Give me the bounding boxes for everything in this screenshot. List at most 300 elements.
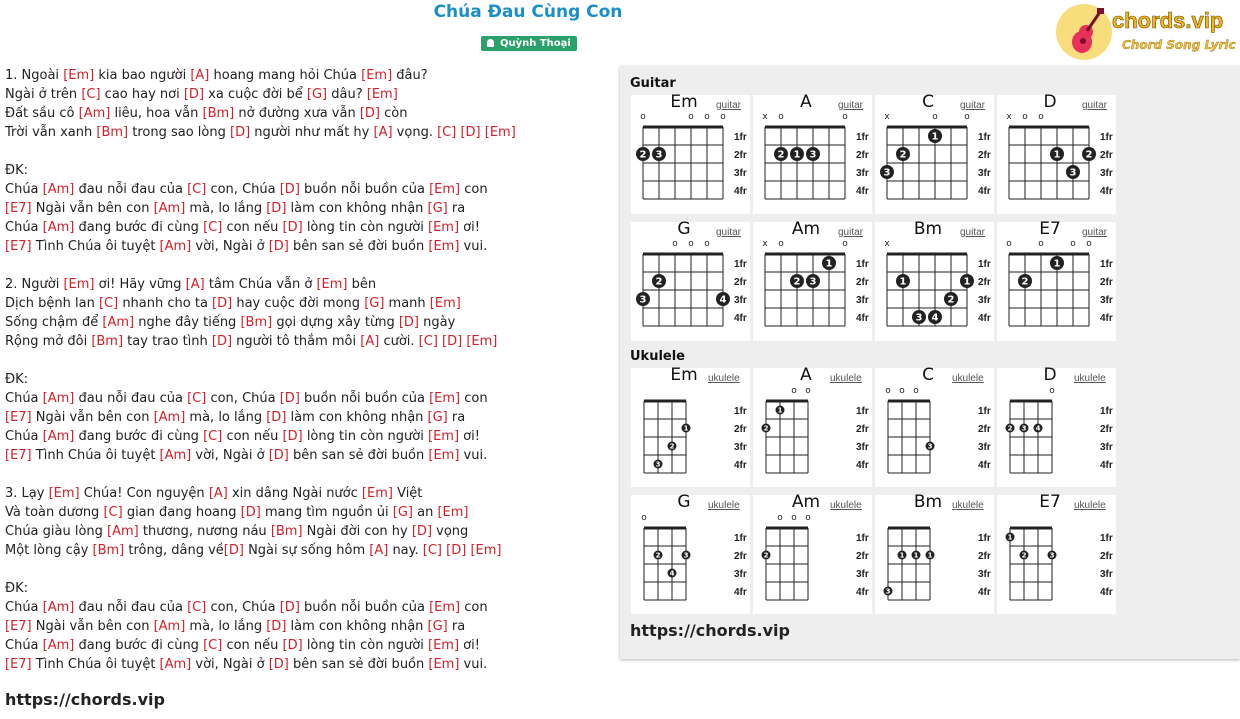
- chord-tag[interactable]: [D]: [230, 125, 251, 140]
- open-marker: o: [885, 386, 891, 396]
- chord-tag[interactable]: [Em]: [429, 182, 461, 197]
- lyric-text: đâu?: [392, 68, 428, 83]
- finger-number: 3: [655, 460, 661, 469]
- chord-tag[interactable]: [D]: [446, 543, 467, 558]
- lyric-text: đau nỗi đau của: [74, 600, 188, 615]
- finger-number: 1: [1007, 533, 1013, 542]
- chord-tag[interactable]: [D]: [359, 106, 380, 121]
- ukulele-link[interactable]: ukulele: [708, 373, 740, 384]
- lyric-text: 2. Người: [5, 277, 64, 292]
- open-marker: o: [1022, 112, 1028, 122]
- lyric-text: nghe đây tiếng: [134, 315, 241, 330]
- ukulele-link[interactable]: ukulele: [1074, 500, 1106, 511]
- lyric-text: lòng tin còn người: [302, 429, 428, 444]
- chord-tag[interactable]: [C]: [98, 296, 119, 311]
- chord-tag[interactable]: [E7]: [5, 619, 32, 634]
- chord-tag[interactable]: [Bm]: [92, 543, 125, 558]
- finger-number: 1: [899, 551, 905, 560]
- chord-tag[interactable]: [G]: [306, 87, 328, 102]
- lyric-text: ĐK:: [5, 163, 28, 178]
- guitar-chord-em[interactable]: [631, 92, 750, 214]
- fret-label: 4fr: [1100, 587, 1113, 598]
- lyric-line: [5, 465, 605, 484]
- lyric-text: nay.: [388, 543, 423, 558]
- guitar-chord-e7[interactable]: [997, 219, 1116, 341]
- open-marker: o: [1038, 239, 1044, 249]
- lyric-line: [5, 275, 605, 294]
- chord-tag[interactable]: [Em]: [428, 429, 460, 444]
- guitar-link[interactable]: guitar: [716, 100, 742, 111]
- site-logo[interactable]: [1056, 4, 1236, 62]
- finger-number: 2: [763, 424, 769, 433]
- chord-tag[interactable]: [D]: [279, 391, 300, 406]
- ukulele-chord-g[interactable]: [631, 492, 750, 614]
- finger-number: 1: [683, 424, 689, 433]
- author-badge[interactable]: [481, 36, 577, 51]
- fret-label: 1fr: [734, 132, 747, 143]
- chord-tag[interactable]: [Bm]: [270, 524, 303, 539]
- chord-tag[interactable]: [E7]: [5, 448, 32, 463]
- author-name: Quỳnh Thoại: [500, 38, 571, 49]
- ukulele-link[interactable]: ukulele: [952, 373, 984, 384]
- lyric-text: Ngài đời con hy: [302, 524, 412, 539]
- guitar-link[interactable]: guitar: [1082, 100, 1108, 111]
- chord-tag[interactable]: [C]: [187, 182, 207, 197]
- fret-label: 4fr: [734, 587, 747, 598]
- chord-tag[interactable]: [D]: [268, 657, 289, 672]
- fret-label: 4fr: [1100, 313, 1113, 324]
- chord-tag[interactable]: [D]: [282, 429, 303, 444]
- chord-tag[interactable]: [Em]: [428, 638, 460, 653]
- lyric-text: Chúa: [5, 600, 43, 615]
- lyric-line: [5, 85, 605, 104]
- guitar-chord-d[interactable]: [997, 92, 1116, 214]
- finger-number: 3: [927, 442, 933, 451]
- lyric-text: con: [460, 600, 488, 615]
- open-marker: o: [672, 239, 678, 249]
- chord-name: Em: [670, 92, 698, 112]
- fret-label: 2fr: [978, 277, 991, 288]
- chord-tag[interactable]: [Am]: [153, 410, 186, 425]
- chord-tag[interactable]: [D]: [266, 201, 287, 216]
- lyric-text: Ngài vẫn bên con: [31, 410, 154, 425]
- fret-label: 2fr: [856, 424, 869, 435]
- finger-number: 2: [763, 551, 769, 560]
- fret-label: 3fr: [734, 168, 747, 179]
- lyric-text: xa cuộc đời bể: [204, 87, 307, 102]
- chord-tag[interactable]: [D]: [279, 182, 300, 197]
- chord-tag[interactable]: [Am]: [42, 182, 75, 197]
- lyric-text: Và toàn dương: [5, 505, 104, 520]
- lyric-text: người như mất hy: [250, 125, 374, 140]
- chord-tag[interactable]: [Am]: [153, 619, 186, 634]
- chord-tag[interactable]: [Am]: [159, 239, 192, 254]
- guitar-link[interactable]: guitar: [838, 100, 864, 111]
- open-marker: o: [688, 112, 694, 122]
- panel-site-url-link[interactable]: https://chords.vip: [630, 621, 790, 640]
- fret-label: 4fr: [734, 186, 747, 197]
- chord-tag[interactable]: [E7]: [5, 201, 32, 216]
- chord-tag[interactable]: [Em]: [428, 239, 460, 254]
- open-marker: o: [913, 386, 919, 396]
- lyric-text: đang bước đi cùng: [74, 429, 204, 444]
- ukulele-chord-am[interactable]: [753, 492, 872, 614]
- chord-tag[interactable]: [G]: [427, 410, 448, 425]
- chord-tag[interactable]: [Am]: [42, 220, 75, 235]
- lyric-text: hoang mang hỏi Chúa: [209, 68, 362, 83]
- chord-tag[interactable]: [Am]: [42, 638, 75, 653]
- chord-tag[interactable]: [C]: [81, 87, 101, 102]
- finger-number: 1: [899, 276, 907, 288]
- open-marker: o: [641, 513, 647, 523]
- lyric-text: con nếu: [222, 638, 283, 653]
- lyric-line: [5, 655, 605, 674]
- chord-tag[interactable]: [D]: [240, 505, 261, 520]
- ukulele-link[interactable]: ukulele: [1074, 373, 1106, 384]
- lyric-line: [5, 66, 605, 85]
- finger-number: 3: [883, 167, 891, 179]
- chord-tag[interactable]: [D]: [279, 600, 300, 615]
- lyric-line: [5, 427, 605, 446]
- fret-label: 1fr: [1100, 132, 1113, 143]
- finger-number: 2: [1085, 149, 1093, 161]
- lyric-text: gian đang hoang: [122, 505, 241, 520]
- lyric-text: bên san sẻ đời buồn: [288, 239, 429, 254]
- chord-tag[interactable]: [Am]: [102, 315, 135, 330]
- chord-tag[interactable]: [D]: [183, 87, 205, 102]
- chord-tag[interactable]: [C]: [203, 638, 223, 653]
- chord-name: G: [677, 492, 691, 512]
- open-marker: o: [842, 239, 848, 249]
- site-url-link[interactable]: https://chords.vip: [5, 690, 165, 709]
- guitar-link[interactable]: guitar: [960, 227, 986, 238]
- open-marker: o: [842, 112, 848, 122]
- fret-label: 1fr: [856, 132, 869, 143]
- ukulele-link[interactable]: ukulele: [830, 373, 862, 384]
- ukulele-chord-bm[interactable]: [875, 492, 994, 614]
- chord-tag[interactable]: [Em]: [63, 277, 95, 292]
- chord-tag[interactable]: [G]: [392, 505, 413, 520]
- lyric-line: [5, 503, 605, 522]
- finger-number: 1: [963, 276, 971, 288]
- chord-tag[interactable]: [Am]: [107, 524, 139, 539]
- finger-number: 1: [777, 406, 783, 415]
- fret-label: 4fr: [734, 460, 747, 471]
- chord-tag[interactable]: [D]: [282, 638, 303, 653]
- finger-number: 2: [655, 276, 663, 288]
- ukulele-chord-d[interactable]: [997, 365, 1116, 487]
- finger-number: 3: [1049, 551, 1055, 560]
- chord-tag[interactable]: [D]: [266, 410, 287, 425]
- fret-label: 2fr: [734, 150, 747, 161]
- chord-tag[interactable]: [E7]: [5, 239, 32, 254]
- lyric-line: [5, 446, 605, 465]
- user-icon: [487, 39, 494, 47]
- lyric-text: Một lòng cậy: [5, 543, 93, 558]
- lyric-line: [5, 313, 605, 332]
- lyrics-body: [5, 66, 605, 674]
- fret-label: 3fr: [978, 168, 991, 179]
- guitar-chord-c[interactable]: [875, 92, 994, 214]
- guitar-logo-icon: [1056, 4, 1112, 60]
- finger-number: 1: [1053, 258, 1061, 270]
- lyric-text: ơi!: [459, 429, 480, 444]
- chord-tag[interactable]: [Am]: [78, 106, 111, 121]
- chord-tag[interactable]: [G]: [427, 619, 448, 634]
- chord-tag[interactable]: [Bm]: [202, 106, 235, 121]
- fret-label: 4fr: [1100, 186, 1113, 197]
- chord-tag[interactable]: [Am]: [159, 448, 192, 463]
- fret-label: 2fr: [734, 277, 747, 288]
- chord-tag[interactable]: [Em]: [361, 68, 393, 83]
- lyric-text: ra: [447, 619, 466, 634]
- lyric-text: buồn nỗi buồn của: [299, 600, 430, 615]
- chord-tag[interactable]: [G]: [427, 201, 448, 216]
- chord-tag[interactable]: [A]: [369, 543, 389, 558]
- fret-label: 2fr: [978, 424, 991, 435]
- chord-tag[interactable]: [D]: [266, 619, 287, 634]
- lyric-text: Ngài ở trên: [5, 87, 82, 102]
- chord-tag[interactable]: [C]: [422, 543, 442, 558]
- finger-number: 2: [947, 294, 955, 306]
- lyric-text: Sống chậm để: [5, 315, 103, 330]
- chord-tag[interactable]: [Am]: [42, 429, 75, 444]
- chord-tag[interactable]: [Em]: [470, 543, 502, 558]
- lyric-line: [5, 408, 605, 427]
- lyric-text: Việt: [392, 486, 423, 501]
- lyric-line: [5, 199, 605, 218]
- open-marker: o: [1070, 239, 1076, 249]
- lyric-text: ra: [447, 410, 466, 425]
- chord-name: G: [677, 219, 691, 239]
- ukulele-link[interactable]: ukulele: [830, 500, 862, 511]
- lyric-text: 3. Lạy: [5, 486, 49, 501]
- guitar-chord-g[interactable]: [631, 219, 750, 341]
- chord-tag[interactable]: [A]: [208, 486, 228, 501]
- lyric-line: [5, 123, 605, 142]
- ukulele-chord-a[interactable]: [753, 365, 872, 487]
- chord-tag[interactable]: [A]: [185, 277, 205, 292]
- fret-label: 4fr: [856, 313, 869, 324]
- lyric-text: vời, Ngài ở: [191, 239, 269, 254]
- chord-tag[interactable]: [Em]: [48, 486, 80, 501]
- lyric-text: làm con không nhận: [286, 619, 428, 634]
- chord-tag[interactable]: [A]: [373, 125, 393, 140]
- chord-tag[interactable]: [Em]: [428, 448, 460, 463]
- open-marker: o: [791, 386, 797, 396]
- chord-tag[interactable]: [A]: [360, 334, 380, 349]
- ukulele-chord-e7[interactable]: [997, 492, 1116, 614]
- lyric-line: [5, 541, 605, 560]
- fret-label: 4fr: [856, 460, 869, 471]
- fret-label: 1fr: [978, 533, 991, 544]
- chord-tag[interactable]: [D]: [212, 296, 233, 311]
- open-marker: o: [640, 112, 646, 122]
- lyric-text: bên: [347, 277, 377, 292]
- lyric-text: hay cuộc đời mong: [232, 296, 365, 311]
- lyric-text: đau nỗi đau của: [74, 182, 188, 197]
- fret-label: 3fr: [978, 295, 991, 306]
- lyric-text: Chúa: [5, 391, 43, 406]
- lyric-text: vời, Ngài ở: [191, 448, 269, 463]
- chord-tag[interactable]: [Bm]: [91, 334, 124, 349]
- lyric-text: 1. Ngoài: [5, 68, 64, 83]
- open-marker: o: [899, 386, 905, 396]
- lyric-text: bên san sẻ đời buồn: [288, 448, 429, 463]
- guitar-link[interactable]: guitar: [838, 227, 864, 238]
- fret-label: 2fr: [1100, 150, 1113, 161]
- lyric-text: còn: [380, 106, 408, 121]
- lyric-text: tay trao tình: [123, 334, 212, 349]
- chord-tag[interactable]: [Em]: [429, 391, 461, 406]
- lyric-text: tâm Chúa vẫn ở: [204, 277, 317, 292]
- lyric-text: dâu?: [327, 87, 367, 102]
- chord-tag[interactable]: [C]: [203, 220, 223, 235]
- chord-tag[interactable]: [C]: [187, 391, 207, 406]
- chord-tag[interactable]: [Em]: [466, 334, 498, 349]
- finger-number: 1: [927, 551, 933, 560]
- chord-tag[interactable]: [C]: [203, 429, 223, 444]
- lyric-text: Rộng mở đôi: [5, 334, 92, 349]
- fret-label: 2fr: [978, 551, 991, 562]
- chord-tag[interactable]: [D]: [268, 239, 289, 254]
- fret-label: 4fr: [978, 313, 991, 324]
- fret-label: 3fr: [1100, 569, 1113, 580]
- lyric-text: mang tìm nguồn ủi: [260, 505, 393, 520]
- lyric-text: đau nỗi đau của: [74, 391, 188, 406]
- chord-tag[interactable]: [Am]: [42, 600, 75, 615]
- lyric-text: kia bao người: [94, 68, 191, 83]
- ukulele-chord-em[interactable]: [631, 365, 750, 487]
- chord-name: C: [922, 92, 934, 112]
- chord-tag[interactable]: [Em]: [429, 296, 461, 311]
- chord-tag[interactable]: [E7]: [5, 410, 32, 425]
- lyric-text: mà, lo lắng: [185, 201, 267, 216]
- fret-label: 4fr: [1100, 460, 1113, 471]
- chord-tag[interactable]: [Em]: [63, 68, 95, 83]
- lyric-text: Ngài sự sống hôm: [243, 543, 370, 558]
- chord-tag[interactable]: [D]: [211, 334, 233, 349]
- chord-tag[interactable]: [D]: [282, 220, 303, 235]
- fret-label: 3fr: [734, 442, 747, 453]
- lyric-line: [5, 389, 605, 408]
- lyric-text: xin dâng Ngài nước: [227, 486, 362, 501]
- lyric-text: Dịch bệnh lan: [5, 296, 99, 311]
- lyric-text: lòng tin còn người: [302, 220, 428, 235]
- lyric-text: Chúa: [5, 182, 43, 197]
- lyric-text: thương, nương náu: [138, 524, 271, 539]
- chord-tag[interactable]: [D]: [223, 543, 244, 558]
- open-marker: o: [688, 239, 694, 249]
- guitar-link[interactable]: guitar: [716, 227, 742, 238]
- chord-tag[interactable]: [Em]: [316, 277, 348, 292]
- chord-tag[interactable]: [Am]: [42, 391, 75, 406]
- guitar-link[interactable]: guitar: [1082, 227, 1108, 238]
- chord-tag[interactable]: [D]: [442, 334, 463, 349]
- chord-tag[interactable]: [Em]: [428, 657, 460, 672]
- open-marker: o: [1038, 112, 1044, 122]
- guitar-chord-bm[interactable]: [875, 219, 994, 341]
- chord-tag[interactable]: [Em]: [361, 486, 393, 501]
- lyric-text: con, Chúa: [206, 600, 280, 615]
- lyric-text: Trời vẫn xanh: [5, 125, 97, 140]
- fret-label: 4fr: [856, 186, 869, 197]
- lyric-line: [5, 180, 605, 199]
- finger-number: 2: [1021, 551, 1027, 560]
- chord-tag[interactable]: [Em]: [366, 87, 398, 102]
- chord-tag[interactable]: [Em]: [428, 220, 460, 235]
- finger-number: 4: [669, 569, 675, 578]
- finger-number: 3: [655, 149, 663, 161]
- lyric-text: ĐK:: [5, 372, 28, 387]
- guitar-chord-a[interactable]: [753, 92, 872, 214]
- chord-tag[interactable]: [C]: [103, 505, 123, 520]
- lyric-text: manh: [384, 296, 430, 311]
- lyric-text: Chúa! Con nguyện: [79, 486, 209, 501]
- lyric-line: [5, 332, 605, 351]
- chord-tag[interactable]: [Em]: [429, 600, 461, 615]
- ukulele-chord-c[interactable]: [875, 365, 994, 487]
- lyric-text: trong sao lòng: [128, 125, 230, 140]
- fret-label: 2fr: [856, 277, 869, 288]
- chord-name: D: [1043, 92, 1057, 112]
- fret-label: 3fr: [978, 569, 991, 580]
- lyric-line: [5, 256, 605, 275]
- chord-tag[interactable]: [D]: [411, 524, 433, 539]
- finger-number: 3: [809, 276, 817, 288]
- ukulele-link[interactable]: ukulele: [708, 500, 740, 511]
- chord-tag[interactable]: [Em]: [437, 505, 469, 520]
- chord-tag[interactable]: [C]: [418, 334, 438, 349]
- fret-label: 1fr: [1100, 259, 1113, 270]
- chord-tag[interactable]: [Bm]: [96, 125, 129, 140]
- open-marker: o: [704, 239, 710, 249]
- lyric-text: vui.: [459, 239, 488, 254]
- chord-name: Am: [791, 219, 821, 239]
- lyric-text: con nếu: [222, 220, 283, 235]
- ukulele-link[interactable]: ukulele: [952, 500, 984, 511]
- chord-tag[interactable]: [G]: [364, 296, 385, 311]
- lyric-text: vọng.: [392, 125, 438, 140]
- open-marker: o: [805, 386, 811, 396]
- chord-tag[interactable]: [Am]: [159, 657, 192, 672]
- open-marker: o: [1006, 239, 1012, 249]
- chord-tag[interactable]: [Am]: [153, 201, 186, 216]
- chord-tag[interactable]: [E7]: [5, 657, 32, 672]
- chord-tag[interactable]: [D]: [460, 125, 481, 140]
- chord-tag[interactable]: [D]: [398, 315, 419, 330]
- fret-label: 3fr: [856, 442, 869, 453]
- chord-tag[interactable]: [Bm]: [240, 315, 273, 330]
- chord-tag[interactable]: [C]: [187, 600, 207, 615]
- chord-tag[interactable]: [D]: [268, 448, 289, 463]
- finger-number: 2: [899, 149, 907, 161]
- lyric-line: [5, 522, 605, 541]
- lyric-line: [5, 617, 605, 636]
- guitar-link[interactable]: guitar: [960, 100, 986, 111]
- fret-label: 3fr: [1100, 442, 1113, 453]
- fret-label: 1fr: [856, 259, 869, 270]
- chord-tag[interactable]: [C]: [437, 125, 457, 140]
- chord-name: Am: [791, 492, 821, 512]
- chord-name: A: [800, 365, 812, 385]
- guitar-chord-am[interactable]: [753, 219, 872, 341]
- chord-tag[interactable]: [A]: [190, 68, 210, 83]
- lyric-line: [5, 636, 605, 655]
- lyric-line: [5, 294, 605, 313]
- lyric-text: vui.: [459, 657, 488, 672]
- chord-tag[interactable]: [Em]: [484, 125, 516, 140]
